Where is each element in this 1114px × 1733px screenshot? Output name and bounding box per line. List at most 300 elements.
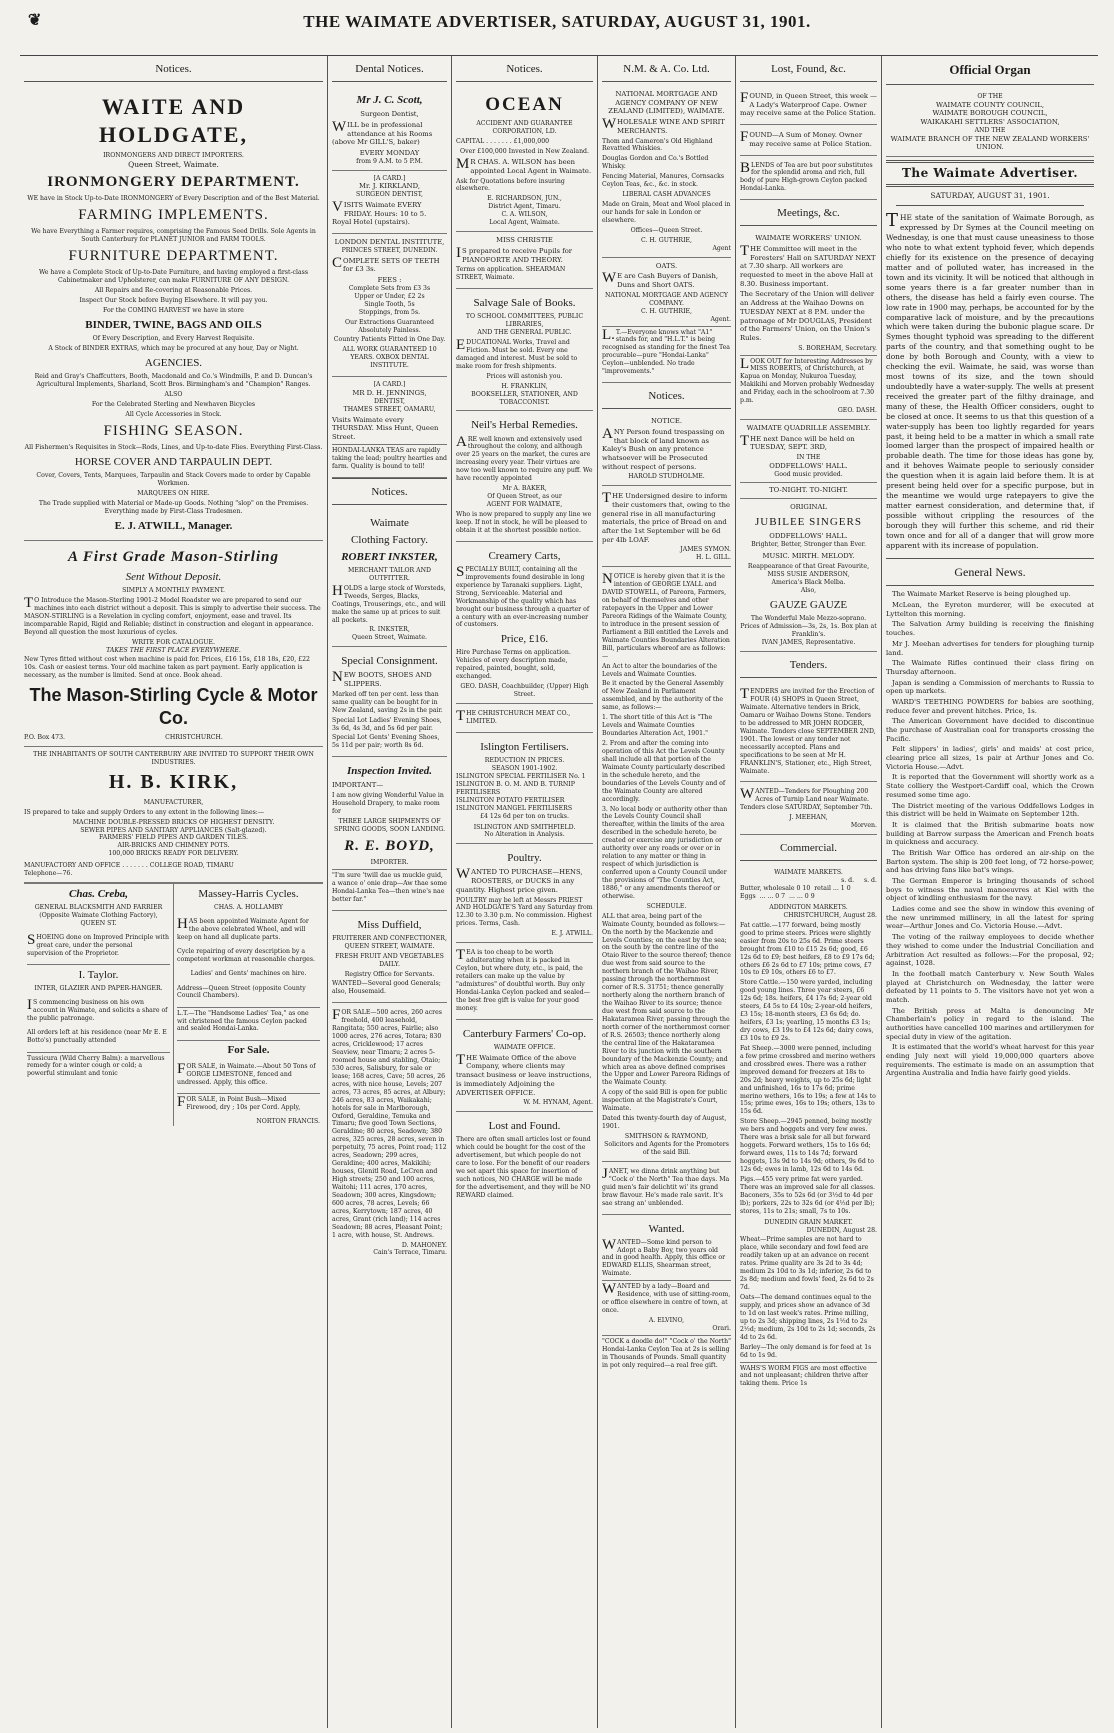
ad-signature: C. H. GUTHRIE, xyxy=(640,236,693,244)
market-row: Eggs ... ... 0 7 ... ... 0 9 xyxy=(740,893,815,901)
ad-body: 1. The short title of this Act is "The Levels and Waimate Counties Boundaries Alteration Act, 1901." xyxy=(602,714,713,738)
section-heading: FURNITURE DEPARTMENT. xyxy=(68,248,279,265)
ad-text: Upper or Under, £2 2s xyxy=(354,292,425,300)
section-text: ALSO xyxy=(164,390,183,398)
ad-carts xyxy=(456,542,593,704)
market-heading: ADDINGTON MARKETS. xyxy=(769,903,848,911)
section-heading: General News. xyxy=(886,558,1094,586)
ad-kirk xyxy=(24,747,323,883)
news-item: The German Emperor is bringing thousands of school boys to witness the naval manoeuvres at Kiel with the object of kindling enthusiasm for the navy. xyxy=(886,877,1094,903)
section-text: For the COMING HARVEST we have in store xyxy=(103,307,244,315)
ad-london-dental xyxy=(332,234,447,377)
ad-signature: BOOKSELLER, STATIONER, AND TOBACCONIST. xyxy=(471,390,578,406)
ad-body: Ladies' and Gents' machines on hire. xyxy=(190,970,307,978)
ad-body: WANTED—Tenders for Ploughing 200 Acres of Turnip Land near Waimate. Tenders close SATURDAY, September 7th. xyxy=(740,786,873,812)
ad-signature: GEO. DASH. xyxy=(837,407,877,415)
ad-body: Fencing Material, Manures, Cornsacks Ceylon Teas, &c., &c. in stock. xyxy=(602,173,725,189)
ad-body: HAS been appointed Waimate Agent for the above celebrated Wheel, and will keep on hand all duplicate parts. xyxy=(177,916,309,942)
ad-street: QUEEN ST. xyxy=(80,920,117,928)
ad-signature: H. L. GILL. xyxy=(696,554,731,562)
ad-text: SIMPLY A MONTHLY PAYMENT. xyxy=(122,586,225,594)
ad-signature: Orari. xyxy=(712,1324,731,1332)
ad-signature: A. ELVINO, xyxy=(648,1317,685,1325)
ad-title: MR D. H. JENNINGS, xyxy=(352,389,427,398)
ad-body: Ask for Quotations before insuring elsewhere. xyxy=(456,177,565,193)
ad-body: TENDERS are invited for the Erection of FOUR (4) SHOPS in Queen Street, Waimate. Alternative tenders in Brick, Oamaru or Waihao Downs Stone. Tenders to be addressed to MR JOHN RODGER, Waimate. Tenders close SEPTEMBER 2ND, 1901. The lowest or any tender not necessarily accepted. Plans and specifications to be seen at Mr H. FRANKLIN'S, Stationer, etc., High Street, Waimate. xyxy=(740,686,876,775)
ad-jubilee-singers xyxy=(740,499,877,652)
ad-text: from 9 A.M. to 5 P.M. xyxy=(356,157,423,165)
ad-body: ANY Person found trespassing on that block of land known as Kaley's Bush on any pretence whatsoever will be Prosecuted without respect of persons. xyxy=(602,425,725,471)
ad-subtitle: MANUFACTURER, xyxy=(143,798,204,806)
section-text: We have Everything a Farmer requires, comprising the Famous Seed Drills. Sole Agents in South Canterbury for PLANET JUNIOR and FARM TOOLS. xyxy=(31,228,316,244)
market-heading: DUNEDIN GRAIN MARKET. xyxy=(764,1218,853,1226)
ad-signature: E. J. ATWILL. xyxy=(551,930,593,938)
ad-clothing-factory xyxy=(332,509,447,648)
market-report: Store Sheep.—2945 penned, being mostly we bers and hoggets and very few ewes. There was a brisk sale for all but forward hoggets. Forward wethers, 15s to 16s 6d; forward ewes, 11s to 14s 7d; forward hoggets, 13s 9d to 14s 9d; others, 9s 6d to 12s 6d; ewes in lamb, 12s 6d to 14s 6d. xyxy=(740,1118,874,1173)
ad-text: CAPITAL . . . . . . . £1,000,000 xyxy=(456,138,550,146)
column-heading: Notices. xyxy=(456,56,593,82)
ad-text: Our Extractions Guaranteed Absolutely Painless. xyxy=(345,318,434,334)
ad-card: [A CARD.] xyxy=(373,174,406,182)
ad-body: SPECIALLY BUILT, containing all the improvements found desirable in long experience by Taranaki suppliers. Light, Strong, Serviceable. Material and Workmanship of the quality which has brought our business through a quarter of a century with an ever-increasing number of customers. xyxy=(456,563,590,629)
ad-body: FOUND—A Sum of Money. Owner may receive same at Police Station. xyxy=(740,129,872,148)
ad-title: Miss Duffield, xyxy=(357,918,422,931)
ad-text: IN THE xyxy=(796,454,821,462)
ad-signature: R. INKSTER, xyxy=(369,626,410,634)
ad-body: HOLDS a large stock of Worsteds, Tweeds, Serges, Blacks, Coatings, Trouserings, etc., and will make the same up at prices to suit all pockets. xyxy=(332,582,446,624)
ad-signature: JAMES SYMON. xyxy=(680,546,731,554)
ad-body: FOUND, in Queen Street, this week — A Lady's Waterproof Cape. Owner may receive same at the Police Station. xyxy=(740,90,877,118)
ad-text: Prices will astonish you. xyxy=(486,372,563,380)
ad-address: THAMES STREET, OAMARU, xyxy=(343,405,436,413)
ad-text: LIBERAL CASH ADVANCES xyxy=(622,191,711,199)
section-text: The Trade supplied with Material or Made-up Goods. Nothing "slop" on the Premises. Everything made by First-Class Tradesmen. xyxy=(38,499,309,515)
ad-body: SHOEING done on Improved Principle with great care, under the personal supervision of the Proprietor. xyxy=(27,932,169,958)
ad-body: WE are Cash Buyers of Danish, Duns and Short OATS. xyxy=(602,270,719,290)
ad-body: Douglas Gordon and Co.'s Bottled Whisky. xyxy=(602,155,709,171)
ad-body: Tussicura (Wild Cherry Balm): a marvellous remedy for a winter cough or cold; a powerful stimulant and tonic xyxy=(27,1052,170,1079)
ad-subtitle: MERCHANT TAILOR AND OUTFITTER. xyxy=(348,566,431,582)
ad-text: FEES : xyxy=(377,276,402,285)
ad-body: Be it enacted by the General Assembly of New Zealand in Parliament assembled, and by the authority of the same, as follows:— xyxy=(602,680,724,712)
ad-address: Cain's Terrace, Timaru. xyxy=(373,1249,447,1257)
ad-text: ISLINGTON AND SMITHFIELD. xyxy=(473,823,576,831)
ad-workers-union xyxy=(740,230,877,420)
ad-title: LONDON DENTAL INSTITUTE, xyxy=(334,238,445,247)
news-item: Mr J. Meehan advertises for tenders for ploughing turnip land. xyxy=(886,639,1094,657)
section-text: MARQUEES ON HIRE. xyxy=(137,489,210,497)
ad-ocean xyxy=(456,86,593,232)
ad-body: VISITS Waimate EVERY FRIDAY. Hours: 10 to 5. Royal Hotel (upstairs). xyxy=(332,199,427,227)
ad-body: WAHS'S WORM FIGS are most effective and not unpleasant; children thrive after taking them. Price 1s xyxy=(740,1362,877,1389)
ad-item: SEWER PIPES AND SANITARY APPLIANCES (Salt-glazed). xyxy=(80,826,267,834)
ad-mason-stirling xyxy=(24,541,323,748)
news-item: Japan is sending a Commission of merchants to Russia to open up markets. xyxy=(886,678,1094,696)
column-heading: Dental Notices. xyxy=(332,56,447,82)
ad-text: The Wonderful Male Mezzo-soprano. xyxy=(750,615,867,623)
ad-address: Address—Queen Street (opposite County Council Chambers). xyxy=(177,984,306,1000)
ad-title: WAIMATE WORKERS' UNION. xyxy=(755,234,862,243)
official-organ-box xyxy=(886,89,1094,157)
ad-item: 100,000 BRICKS READY FOR DELIVERY. xyxy=(108,850,239,858)
section-heading: Notices. xyxy=(602,383,731,409)
ad-tea xyxy=(456,943,593,1020)
ad-signature: J. MEEHAN, xyxy=(789,814,828,822)
ad-text: AGENT FOR WAIMATE, xyxy=(486,501,563,509)
market-columns: s. d. s. d. xyxy=(841,877,877,885)
ad-blends xyxy=(740,156,877,201)
ad-signature: Local Agent, Waimate. xyxy=(489,219,560,227)
ad-text: ALL WORK GUARANTEED 10 YEARS. OXBOX DENTAL INSTITUTE. xyxy=(342,346,437,370)
organ-text: AND THE xyxy=(974,126,1006,134)
section-text: A Stock of BINDER EXTRAS, which may be procured at any hour, Day or Night. xyxy=(48,345,299,352)
column-dental xyxy=(328,56,452,1728)
ad-text: Stoppings, from 5s. xyxy=(358,308,421,316)
ad-body: ALL that area, being part of the Waimate County, bounded as follows:—On the north by the Mackenzie and Levels Counties; on the east by the sea; on the south by the centre line of the Otaio River to the source thereof; thence due west from said source to the northern branch of the Waihao River, passing through the northernmost corner of R.S. 31751; thence generally northerly along the northern branch of the Waihao River to its source; thence due west from said source to the Hakataramea River, passing through the north corner of the northernmost corner of R.S. 26503; thence northerly along the central line of the Hakataramea River to its junction with the southern boundary of the Mackenzie County; and which area as above defined comprises the Upper and Lower Pareora Ridings of the Waimate County. xyxy=(602,912,731,1087)
ad-address: (Opposite Waimate Clothing Factory), xyxy=(39,912,158,920)
ad-body: EDUCATIONAL Works, Travel and Fiction. Must be sold. Every one damaged and interest. Must be sold to make room for fresh shipments. xyxy=(456,336,578,370)
ad-title: Canterbury Farmers' Co-op. xyxy=(462,1027,587,1040)
ad-subtitle: CHAS. A. HOLLAMBY xyxy=(214,904,283,912)
ad-body: Who is now prepared to supply any line we keep. If not in stock, he will be pleased to obtain it at the shortest possible notice. xyxy=(456,510,592,534)
ad-title: Lost and Found. xyxy=(488,1120,561,1133)
ad-card: [A CARD.] xyxy=(373,381,406,389)
commercial-reports xyxy=(740,865,877,1394)
ad-subtitle: ACCIDENT AND GUARANTEE CORPORATION, LD. xyxy=(476,120,573,136)
ad-subtitle: FRUITERER AND CONFECTIONER, xyxy=(332,934,447,942)
news-item: In the football match Canterbury v. New South Wales played at Christchurch on Wednesday, the latter were defeated by 11 points to 5. The visitors have not yet won a match. xyxy=(886,969,1094,1004)
ad-counties-bill xyxy=(602,567,731,1162)
ad-title: Mr. J. KIRKLAND, xyxy=(359,182,420,191)
ad-title: Massey-Harris Cycles. xyxy=(198,888,299,901)
ad-title: Creamery Carts, xyxy=(488,549,561,562)
ad-text: SEASON 1901-1902. xyxy=(491,764,558,772)
ad-body: WANTED—Several good Generals; also, Housemaid. xyxy=(332,980,441,996)
ad-body: IS commencing business on his own account in Waimate, and solicits a share of the public patronage. xyxy=(27,997,168,1023)
news-item: It is claimed that the British submarine boats now building at Barrow surpass the American and French boats in quickness and accuracy. xyxy=(886,820,1094,847)
ad-subtitle: GENERAL BLACKSMITH AND FARRIER xyxy=(34,904,163,912)
ad-body: An Act to alter the boundaries of the Levels and Waimate Counties. xyxy=(602,662,717,678)
ad-text: NATIONAL MORTGAGE AND AGENCY COMPANY. xyxy=(604,291,729,307)
column-heading: Notices. xyxy=(24,56,323,82)
ad-item: ISLINGTON SPECIAL FERTILISER No. 1 xyxy=(456,772,586,780)
ad-wanted xyxy=(602,1215,731,1376)
ad-text: THE INHABITANTS OF SOUTH CANTERBURY ARE INVITED TO SUPPORT THEIR OWN INDUSTRIES. xyxy=(33,751,314,767)
ad-body: L.T.—Everyone knows what "A1" stands for, and "H.L.T." is being recognised as standing for the finest Tea procurable—pure "Hondai-Lanka" Ceylon—unblended. No trade "improvements." xyxy=(602,326,730,376)
section-text: We have a Complete Stock of Up-to-Date Furniture, and having employed a first-class Cabinetmaker and Upholsterer, can make FURNITURE OF ANY DESIGN. xyxy=(38,269,309,285)
ad-signature: District Agent, Timaru. xyxy=(488,203,561,211)
ad-poultry xyxy=(456,844,593,943)
ad-address: MANUFACTORY AND OFFICE . . . . . . . COLLEGE ROAD, TIMARU xyxy=(24,862,234,870)
ad-body: All orders left at his residence (near Mr E. E Botto's) punctually attended xyxy=(27,1029,167,1045)
section-heading: For Sale. xyxy=(177,1040,320,1057)
ad-signature: E. RICHARDSON, JUN., xyxy=(487,195,562,203)
ad-body: THE Undersigned desire to inform their customers that, owing to the general rise in all manufacturing materials, the price of Bread on and after the 1st September will be 6d per 4lb LOAF. xyxy=(602,490,731,544)
section-text: All Repairs and Re-covering at Reasonable Prices. xyxy=(94,287,253,295)
section-heading: Tenders. xyxy=(740,652,877,678)
ad-text: Over £100,000 Invested in New Zealand. xyxy=(460,148,589,156)
ad-body: 3. No local body or authority other than the Levels County Council shall thereafter, within the limits of the area described in the schedule hereto, be created or exercise any jurisdiction or authority over any roads or over or in relation to any matter or thing in respect of which jurisdiction is conferred upon a County Council under the provisions of "The Counties Act, 1886," or any amendments thereof or otherwise. xyxy=(602,805,728,900)
ad-subtitle: WAIMATE OFFICE. xyxy=(493,1043,556,1051)
ad-text: WRITE FOR CATALOGUE. xyxy=(131,638,215,646)
ad-company-name: The Mason-Stirling Cycle & Motor Co. xyxy=(29,685,318,729)
ad-body: WANTED TO PURCHASE—HENS, ROOSTERS, or DUCKS in any quantity. Highest price given. xyxy=(456,866,583,894)
news-item: WARD'S TEETHING POWDERS for babies are soothing, reduce fever and prevent hitches. Price, 1s. xyxy=(886,697,1094,715)
ad-body: HONDAI-LANKA TEAS are rapidly taking the lead; poultry hearties and farm. Quality is bound to tell! xyxy=(332,444,447,471)
ad-duffield xyxy=(332,911,447,1004)
section-text: Inspect Our Stock before Buying Elsewhere. It will pay you. xyxy=(79,297,268,305)
market-heading: WAIMATE MARKETS. xyxy=(774,869,843,877)
column-lost-found xyxy=(736,56,882,1728)
section-heading: BINDER, TWINE, BAGS AND OILS xyxy=(85,318,262,331)
ad-subtitle: Sent Without Deposit. xyxy=(125,570,222,583)
ad-text: Registry Office for Servants. xyxy=(344,970,435,978)
ad-body: BLENDS of Tea are but poor substitutes for the splendid aroma and rich, full body of pure High-grown Ceylon packed Hondai-Lanka. xyxy=(740,159,873,193)
news-item: The District meeting of the various Oddfellows Lodges in this district will be held in Waimate on September 12th. xyxy=(886,801,1094,819)
ad-body: IS prepared to take and supply Orders to any extent in the following lines:— xyxy=(24,808,265,816)
column-nma xyxy=(598,56,736,1728)
twin-ads xyxy=(24,883,323,1126)
ad-title: MISS CHRISTIE xyxy=(496,236,553,245)
ad-title: OATS. xyxy=(655,261,678,270)
ad-title: Chas. Creba, xyxy=(69,888,128,901)
market-report: Wheat—Prime samples are not hard to place, while secondary and fowl feed are readily taken up at an advance on recent rates. Prime quality are 3s 2d to 3s 4d; medium 2s 10d to 3s 1d; inferior, 2s 6d to 2s 8d; medium and fowls' feed, 2s 6d to 2s 7d. xyxy=(740,1236,874,1292)
editorial-date: SATURDAY, AUGUST 31, 1901. xyxy=(930,191,1050,201)
ad-trespass-notice xyxy=(602,413,731,486)
column-heading: Lost, Found, &c. xyxy=(740,56,877,82)
section-text: For the Celebrated Sterling and Newhaven Bicycles xyxy=(91,400,256,408)
ad-signature: E. J. ATWILL, Manager. xyxy=(114,519,233,532)
ad-title: OCEAN xyxy=(485,94,564,116)
section-heading: Wanted. xyxy=(648,1222,685,1235)
ad-body: WANTED—Some kind person to Adopt a Baby Boy, two years old and in good health. Apply, this office or EDWARD ELLIS, Shearman street, Waimate. xyxy=(602,1236,726,1278)
ad-boyd xyxy=(332,757,447,910)
ad-text: Single Tooth, 5s xyxy=(364,300,415,308)
ad-title: Islington Fertilisers. xyxy=(480,740,569,753)
ad-title: Waimate xyxy=(370,516,409,529)
section-heading: FARMING IMPLEMENTS. xyxy=(78,207,269,224)
ad-item: £4 12s 6d per ton on trucks. xyxy=(480,812,569,820)
ad-title: Mr J. C. Scott, xyxy=(356,94,423,107)
ad-subtitle: SURGEON DENTIST, xyxy=(356,191,423,199)
ad-title: Clothing Factory. xyxy=(351,533,428,546)
ad-title: Inspection Invited. xyxy=(347,765,432,778)
ad-body: There are often small articles lost or found which could be bought for the cost of the advertisement, but which people do not care to lose. For the benefit of our readers we set apart this space for insertion of such notices, NO CHARGE will be made for the advertisement, and they will be NO REWARD claimed. xyxy=(456,1136,591,1199)
ad-price: Price, £16. xyxy=(500,633,549,646)
news-item: The voting of the railway employees to decide whether they wished to come under the Industrial Conciliation and Arbitration Act resulted as follows:—For the proposal, 92; against, 1028. xyxy=(886,933,1094,968)
ad-signature: H. FRANKLIN, xyxy=(501,382,548,390)
ad-janet xyxy=(602,1162,731,1215)
ad-found-cape xyxy=(740,86,877,125)
ad-body: TO Introduce the Mason-Sterling 1901-2 Model Roadster we are prepared to send our machines into each district without a deposit. This is simply to advertise their success. The MASON-STIRLING is a Revelation in cycling comfort, enjoyment, ease and travel. Its incomparable Rapid, Rigid and Reliable; distinct in construction and elegant in appearance. Beyond all question the most luxurious of cycles. xyxy=(24,594,321,636)
ad-signature: HAROLD STUDHOLME. xyxy=(628,473,705,481)
dateline: DUNEDIN, August 28. xyxy=(806,1226,877,1234)
ad-body: I am now giving Wonderful Value in Household Drapery, to make room for xyxy=(332,792,444,815)
ad-body: Visits Waimate every THURSDAY. Miss Hunt, Queen Street. xyxy=(332,415,439,442)
editorial-masthead: The Waimate Advertiser. xyxy=(901,165,1079,180)
ad-text: TAKES THE FIRST PLACE EVERYWHERE. xyxy=(106,646,241,654)
section-heading: FISHING SEASON. xyxy=(103,422,244,439)
ad-title: GAUZE GAUZE xyxy=(769,599,848,612)
ad-item: ISLINGTON B. O. M. AND B. TURNIP FERTILISERS xyxy=(456,780,575,796)
ad-title: NATIONAL MORTGAGE AND AGENCY COMPANY OF NEW ZEALAND (LIMITED), WAIMATE. xyxy=(608,90,725,116)
ad-item: ISLINGTON MANGEL FERTILISERS xyxy=(456,804,573,812)
ad-title: Special Consignment. xyxy=(341,655,438,668)
market-report: Store Cattle.—150 were yarded, including good young lines. Three year steers, £6 12s 6d; 18s. heifers, £4 17s 6d; 2-year old steers, £4 5s to £4 10s; 2-year-old heifers, £3 15s; 18-month steers, £3 6s 6d; do. heifers, £3 1s; yearling, 15 months £3 1s; dry cows, £3 19s to £4 12s 6d; dairy cows, £3 10s to £9 2s. xyxy=(740,979,874,1042)
ad-fertilisers xyxy=(456,733,593,844)
ad-address: PRINCES STREET, DUNEDIN. xyxy=(341,246,438,254)
ad-item: ISLINGTON POTATO FERTILISER xyxy=(456,796,565,804)
ad-title: NOTICE. xyxy=(650,417,683,426)
ad-body: The Secretary of the Union will deliver an Address at the Waihao Downs on TUESDAY NEXT at 8 P.M. under the patronage of Mr DOUGLAS, President of the Farmers' Union, on the Union's Rules. xyxy=(740,290,875,342)
organ-line: WAIKAKAHI SETTLERS' ASSOCIATION, xyxy=(920,117,1060,126)
ad-signature: Morven. xyxy=(850,822,877,830)
ad-body: FOR SALE, in Waimate.—About 50 Tons of GORGE LIMESTONE, fenced and undressed. Apply, this office. xyxy=(177,1060,316,1086)
ad-body: Made on Grain, Meat and Wool placed in our hands for sale in London or elsewhere. xyxy=(602,201,731,224)
ad-tenders-shops xyxy=(740,682,877,782)
ad-body: "I'm sure 'twill dae us muckle guid, a wance o' onie drap—Aw thae some Hondai-Lanka Tea—then wine's nae better far." xyxy=(332,869,447,904)
section-text: Reid and Gray's Chaffcutters, Booth, Macdonald and Co.'s Windmills, P. and D. Duncan's Agricultural Implements, Sharland, Scott Bros. Birmingham's and "Champion" Ranges. xyxy=(34,373,313,388)
ad-title: JUBILEE SINGERS xyxy=(755,516,862,529)
column-notices xyxy=(20,56,328,1728)
ad-text: Brighter, Better, Stronger than Ever. xyxy=(751,540,866,548)
ad-body: THREE LARGE SHIPMENTS OF SPRING GOODS, SOON LANDING. xyxy=(333,817,446,833)
ad-herbal xyxy=(456,411,593,541)
ad-body: Marked off ten per cent. less than same quality can be bought for in New Zealand, saving 2s in the pair. xyxy=(332,690,443,714)
ad-meat-co xyxy=(456,704,593,733)
ad-signature: D. MAHONEY. xyxy=(401,1241,447,1249)
section-text: All Fishermen's Requisites in Stock—Rods, Lines, and Up-to-date Flies. Everything First-Class. xyxy=(24,443,323,451)
column-notices-2 xyxy=(452,56,598,1728)
ad-signature: C. A. WILSON, xyxy=(501,211,548,219)
ad-text: MUSIC. MIRTH. MELODY. xyxy=(762,551,855,560)
ad-body: NOTICE is hereby given that it is the intention of GEORGE LYALL and DAVID STOWELL, of Pareora, Farmers, on behalf of themselves and other ratepayers in the Upper and Lower Pareora Ridings of the Waimate County, to introduce in the present session of Parliament a Bill entitled the Levels and Waimate Counties Boundaries Alteration Bill, particulars whereof are as follows:— xyxy=(602,571,730,660)
ad-po-box: P.O. Box 473. xyxy=(24,734,66,742)
ad-body: Thom and Cameron's Old Highland Revatted Whiskies. xyxy=(602,137,713,153)
ad-text: Offices—Queen Street. xyxy=(630,226,703,234)
ad-text: ORIGINAL xyxy=(790,503,827,512)
organ-line: WAIMATE COUNTY COUNCIL, xyxy=(935,100,1045,109)
ad-body: A copy of the said Bill is open for public inspection at the Magistrate's Court, Waimate. xyxy=(602,1089,728,1113)
ad-signature: C. H. GUTHRIE, xyxy=(640,307,693,315)
ad-signature: Agent xyxy=(712,244,731,252)
ad-christie xyxy=(456,232,593,289)
news-item: The British press at Malta is denouncing Mr Chamberlain's policy in regard to the island. The authorities have cancelled 100 marines and artillerymen for special duty in view of the agitation. xyxy=(886,1006,1094,1041)
section-heading: AGENCIES. xyxy=(144,356,203,369)
ad-title: Poultry. xyxy=(507,852,542,865)
ad-body: FOR SALE, in Point Bush—Mixed Firewood, dry ; 10s per Cord. Apply, xyxy=(177,1093,320,1112)
ad-subtitle: AND THE GENERAL PUBLIC. xyxy=(477,329,572,337)
ad-text: Prices of Admission—3s, 2s, 1s. Box plan at Franklin's. xyxy=(740,623,877,639)
ad-text: Complete Sets from £3 3s xyxy=(348,284,431,292)
ad-item: MACHINE DOUBLE-PRESSED BRICKS OF HIGHEST DENSITY. xyxy=(72,818,275,826)
ad-text: Good music provided. xyxy=(774,470,843,478)
ad-atwill xyxy=(24,86,323,541)
ad-signature: GEO. DASH, Coachbuilder, (Upper) High Street. xyxy=(460,683,589,699)
dateline: CHRISTCHURCH, August 28. xyxy=(783,911,877,919)
ad-text: Reappearance of that Great Favourite, MISS SUSIE ANDERSON, xyxy=(747,563,870,579)
ad-body: "COCK a doodle do!" "Cock o' the North" Hondai-Lanka Ceylon Tea at 2s is selling in Thousands of Pounds. Small quantity in pot only required—a real free gift. xyxy=(602,1335,731,1370)
market-row: Butter, wholesale 0 10 retail ... 1 0 xyxy=(740,885,851,893)
ad-signature: W. M. HYNAM, Agent. xyxy=(523,1099,593,1107)
organ-line: WAIMATE BOROUGH COUNCIL, xyxy=(932,109,1048,118)
section-heading: SCHEDULE. xyxy=(646,902,687,910)
section-text: Of Every Description, and Every Harvest Requisite. xyxy=(92,335,255,343)
ad-body: 2. From and after the coming into operation of this Act the Levels County shall include all that portion of the Waimate County particularly described in the schedule hereto, and the boundaries of the Levels County and of the Waimate County are altered accordingly. xyxy=(602,740,726,803)
ad-text: ODDFELLOWS' HALL. xyxy=(769,462,848,471)
ad-text: No Alteration in Analysis. xyxy=(484,831,565,839)
ad-title: Salvage Sale of Books. xyxy=(473,297,576,310)
ad-body: L.T.—The "Handsome Ladies' Tea," as one wit christened the famous Ceylon packed and sealed Hondai-Lanka. xyxy=(177,1007,320,1034)
ad-text: Of Queen Street, as our xyxy=(487,493,562,501)
ad-signature: SMITHSON & RAYMOND, xyxy=(624,1133,709,1141)
ad-subtitle: Surgeon Dentist, xyxy=(360,110,419,119)
organ-text: OF THE xyxy=(977,92,1003,100)
ad-city: CHRISTCHURCH. xyxy=(165,734,223,742)
market-report: Pigs.—455 very prime fat were yarded. There was an improved sale for all classes. Baconers, 35s to 52s 6d (or 3½d to 4d per lb); porkers, 22s to 32s 6d (or 4½d per lb); stores, 11s to 21s; small, 7s to 10s. xyxy=(740,1175,876,1215)
ad-text: TO-NIGHT. TO-NIGHT. xyxy=(740,482,877,495)
section-heading: Notices. xyxy=(332,478,447,505)
news-item: The Waimate Rifles continued their class firing on Thursday afternoon. xyxy=(886,659,1094,676)
section-heading: Meetings, &c. xyxy=(740,200,877,226)
ad-special-consignment xyxy=(332,647,447,757)
ad-title: Neil's Herbal Remedies. xyxy=(471,419,578,432)
ad-signature: NORTON FRANCIS. xyxy=(256,1117,320,1125)
ad-mahoney xyxy=(332,1003,447,1261)
ad-text: FRESH FRUIT AND VEGETABLES DAILY. xyxy=(335,952,444,968)
fleuron-icon: ❦ xyxy=(28,12,42,29)
ad-subtitle: INTER, GLAZIER AND PAPER-HANGER. xyxy=(34,985,163,993)
ad-body: IS prepared to receive Pupils for PIANOFORTE AND THEORY. xyxy=(456,244,573,264)
ad-body: MR CHAS. A. WILSON has been appointed Local Agent in Waimate. xyxy=(456,156,592,175)
ad-text: IMPORTANT— xyxy=(332,781,384,790)
ad-name: R. E. BOYD, xyxy=(344,837,435,854)
ad-books xyxy=(456,289,593,411)
ad-text: Country Patients Fitted in One Day. xyxy=(333,336,446,344)
ad-text: Also, xyxy=(800,587,817,595)
ad-body: Special Lot Ladies' Evening Shoes, 3s 6d, 4s 3d, and 5s 6d per pair. xyxy=(332,716,442,732)
news-item: McLean, the Eyreton murderer, will be executed at Lyttelton this morning. xyxy=(886,601,1094,618)
ad-body: THE Committee will meet in the Foresters' Hall on SATURDAY NEXT at 7.30 sharp. All workers are requested to meet in the above Hall at 8.30. Business important. xyxy=(740,243,876,288)
market-report: Fat Sheep.—3000 were penned, including a few prime crossbred and merino wethers and crossbred ewes. There was a rather improved demand for freezers at 18s to 20s 2d; heavy weights, up to 25s 6d; light and unfinished, 16s to 17s 6d; prime merino wethers, 16s to 19s; a few at 14s to 15s; prime ewes, 16s to 19s; others, 13s to 15s 6d. xyxy=(740,1044,876,1116)
ad-body: LOOK OUT for Interesting Addresses by MISS ROBERTS, of Christchurch, at Kapua on Monday, Nukuroa Tuesday, Makikihi and Morven probably Wednesday and Friday, each in the schoolroom at 7.30 p.m. xyxy=(740,355,877,406)
column-heading: N.M. & A. Co. Ltd. xyxy=(602,56,731,82)
ad-body: WHOLESALE WINE AND SPIRIT MERCHANTS. xyxy=(602,116,725,135)
section-heading: IRONMONGERY DEPARTMENT. xyxy=(47,173,300,190)
ad-tenders-ploughing xyxy=(740,782,877,835)
ad-title: H. B. KIRK, xyxy=(108,771,239,794)
market-report: Barley—The only demand is for feed at 1s 6d to 1s 9d. xyxy=(740,1343,872,1359)
ad-text: ODDFELLOWS' HALL. xyxy=(769,532,848,541)
newspaper-page xyxy=(20,55,1098,1728)
ad-body: POULTRY may be left at Messrs PRIEST AND HOLDGATE'S Yard any Saturday from 12.30 to 3.30 p.m. No commission. Highest prices. Terms, Cash. xyxy=(456,896,593,928)
page-title: THE WAIMATE ADVERTISER, SATURDAY, AUGUST 31, 1901. xyxy=(303,12,811,31)
ad-item: FARMERS' FIELD PIPES AND GARDEN TILES. xyxy=(98,834,248,842)
editorial-leader: THE state of the sanitation of Waimate Borough, as expressed by Dr Symes at the Council meeting on Wednesday, is one that must cause uneasiness to those who note to what extent typhoid fever, which depends chiefly for its existence on the presence of decaying matter and of polluted water, has increased in the town and its vicinity. It will be noticed that although in some years there is a far greater number than in others, the disease has held a fairly even course. The low rate in 1900 may, perhaps, be accounted for by the comparative lack of moisture, and by the precautions which were taken during the bubonic plague scare. Dr Symes thought typhoid was spreading to the different parts of the country, and that something ought to be done by both Borough and County, with a view to checking the evil. Waimate, he said, was worse than most towns of its size, and the town should undoubtedly have a water-supply. The wells at present received the greater part of the filthy drainage, and many of these, the Health Officer considers, ought to be closed at once. It seems to us that this question of a water-supply has been too lightly regarded for years past, it being held to be a matter in which a small rate loomed larger than the prospect of impaired health or probable death. The time for those ideas has gone by, and it behoves Waimate people to seriously consider the question when it is again laid before them. It is at present being held over for a specific purpose, but in the meantime we would urge ratepayers to give the matter earnest consideration, and determine that, if possible without crippling the resources of the borough they will further this scheme, and rid their town once and for all of a danger that will grow more apparent with its increase of population. xyxy=(886,210,1094,550)
ad-body: FOR SALE—500 acres, 260 acres freehold, 400 leasehold, Rangitata; 550 acres, Fairlie; also 1000 acres, 276 acres, Totara; 830 acres, Cricklewood; 17 acres Seaview, near Timaru; 2 acres 5-roomed house and stabling, Otaio; 530 acres, Salisbury, for sale or lease; 168 acres, Cave; 50 acres, 26 acres, with nice house, Levels; 207 acres, 73 acres, 85 acres, at Albury; 246 acres, 83 acres, Waikakahi; hotels for sale in Marlborough, Oxford, Geraldine, Temuka and Timaru; five good Town Sections, Geraldine; 80 acres, Seadown; 380 acres, 325 acres, 28 acres, seven in perpetuity, 75 acres, Point road; 112 acres, Seadown; 299 acres, Geraldine; 400 acres, Makikihi; houses, Glenitl Road, LeCren and High streets; 250 and 100 acres, Waitohi; 111 acres, 170 acres, Seadown; 300 acres, Kingsdown; 600 acres, 78 acres, Levels; 66 acres, Kerrytown; 187 acres, 40 acres, Grant (rich land); 114 acres Seadown; 88 acres, Pleasant Point; 1 acre, with house, St. Andrews. xyxy=(332,1007,447,1239)
ad-body: THE CHRISTCHURCH MEAT CO., LIMITED. xyxy=(456,708,571,726)
general-news xyxy=(886,590,1094,1078)
ad-body: Hire Purchase Terms on application. Vehicles of every description made, repaired, painted, bought, sold, exchanged. xyxy=(456,649,571,681)
ad-body: WILL be in professional attendance at his Rooms (above Mr GILL'S, baker) xyxy=(332,118,433,147)
ad-body: JANET, we dinna drink anything but "Cock o' the North" Tea thae days. Ma guid men's fair delichtit wi' its grand braw flavour. He's made rale savit. It's sae strang an' unblended. xyxy=(602,1165,730,1207)
ad-title: A First Grade Mason-Stirling xyxy=(68,548,279,565)
organ-line: WAIMATE BRANCH OF THE NEW ZEALAND WORKERS' UNION. xyxy=(890,134,1090,152)
ad-national-mortgage xyxy=(602,86,731,258)
ad-body: TEA is too cheap to be worth adulterating when it is packed in Ceylon, but where duty, etc., is paid, the retailers can make up the value by "admixtures" of doubtful worth. Buy only Hondai-Lanka Ceylon packed and sealed—the best free gift is value for your good money. xyxy=(456,947,590,1012)
market-report: Oats—The demand continues equal to the supply, and prices show an advance of 3d to 1d on last week's rates. Prime milling, up to 2s 3d; shipping lines, 2s 1½d to 2s 2½d; medium, 2s 10d to 2s 1d; seconds, 2s 4d to 2s 6d. xyxy=(740,1294,876,1341)
news-item: Felt slippers' in ladies', girls' and maids' at cost price, clearing price all sizes, 1s pair at Arthur Jones and Co. Victoria House.—Advt. xyxy=(886,745,1094,771)
